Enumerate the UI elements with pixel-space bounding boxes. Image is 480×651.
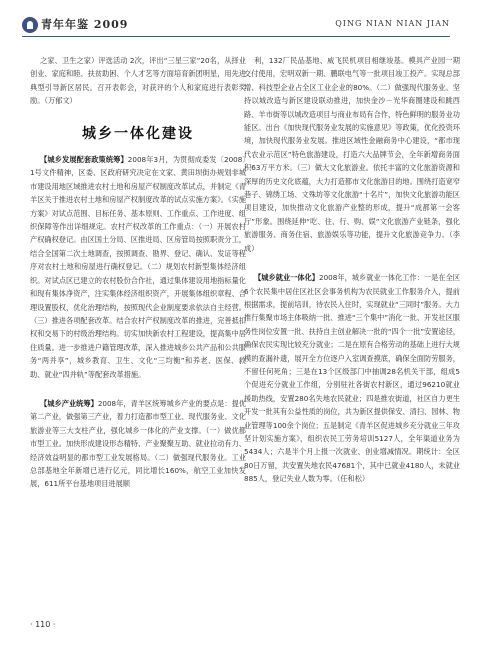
entry-heading: 【城乡就业一体化】 xyxy=(254,273,320,283)
paragraph: 利，132厂民品基地、威飞民机项目相继竣基。模具产业园一期交付使用，宏明双新一期、鹏联电气等一批项目竣工投产。实现总部增、科技型企业占全区工业企业的80%。（二）做强现代服务业。坚持以城改造与新区建设联动推进，加快金沙－光华商圈建设和跳西路、羊市街等以城改造项目与商业布局有合作，特色鲜明的服务业功能区。出台《加快现代服务业发展的实施意见》等政策，优化投资环境，加快现代服务业发展。推进区域性金融商务中心建设，“都市现代农业示范区”特色旅游建设，打造六大品牌节会，全年新增商务面积63万平方米。（三）做大文化旅游业。依托丰富的文化旅游资源和深厚的历史文化底蕴，大力打造都市文化旅游目的地。围绕打造宽窄巷子、锦绣工场、文殊坊等文化旅游“十名片”，加快文化旅游功能区项目建设，加快推动文化旅游产业整的形成，提升“成都第一会客厅”形象。围绕延伸“吃、住、行、购、娱”文化旅游产业链条，强化旅游服务、商务住宿、旅游娱乐等功能，提升文化旅游竞争力。（李成） xyxy=(244,56,460,253)
entry-text: 2008年，城乡就业一体化工作：一是在全区6个农民集中居住区社区会事务机构为农民就业工作服务介入，提前根据需求，提前培训，待农民入住时，实现就业“三同时”服务。大力推行集聚市场主体吸纳一批、推进“三个集中”消化一批、开发社区服务性岗位安置一批、扶持自主创业解决一批的“四个一批”安置途径，确保农民实现比较充分就业；二是在原有合格劳动的基础上进行大规模的查漏补遗，展开全方位逐户入室调查摸底，确保全面防劳服务，不留任何死角；三是在13个区级部门中抽调28名机关干部，组成5个促进充分就业工作组，分别驻社各街农村新区，通过96210就业援助热线，安置280名失地农民就业；四是推农街道，社区自力更生开发一批其有公益性质的岗位，共为新区提供保安、清扫、园林、物业管理等100余个岗位；五是制定《青羊区促进城乡充分就业三年攻坚计划实施方案》，组织农民工劳务培训5127人，全年渠道业务为5434人；六是半个月上报一次就业、创业增减情况。期统计：全区80日万留，共安置失地农民47681个，其中已就业4180人，未就业885人，登记失业人数为零。（任和松） xyxy=(244,273,460,484)
yearbook-logo xyxy=(22,16,128,33)
entry-heading: 【城乡发展配套政策统筹】 xyxy=(40,155,128,165)
paragraph xyxy=(30,153,246,381)
header-banner-text: QING NIAN NIAN JIAN xyxy=(335,19,450,28)
header-divider xyxy=(22,36,450,37)
paragraph xyxy=(30,397,246,491)
page-header xyxy=(0,14,480,40)
page-number: · 110 · xyxy=(30,620,56,629)
entry-text: 2008年3月，为贯彻成委发〔2008〕1号文件精神，区委、区政府研究决定在文家、黄田坝街办规划非城市建设用地区域推进农村土地和房屋产权制度改革试点，并制定《青羊区关于推进农村土地和房屋产权制度改革的试点实施方案》。《实施方案》对试点范围、目标任务、基本原则、工作重点、工作进度、组织保障等作出详细规定。农村产权改革的工作重点：（一）开展农村产权确权登记。由区国土分局、区推进局、区房管局按照职责分工，结合全国第二次土地调查，按照调查、勘界、登记、确认、发证等程序对农村土地和房屋进行确权登记。（二）规划农村新型集体经济组织。对试点区已建立的农村股份合作社，通过集体建设用地指标量化和现有集体净资产，注实集体经济组织资产，开展集体组织章程、合理设置股权，优化治理结构，按照现代企业制度要求依法自主经营。（三）推进各项配套改革。结合农村产权制度改革的推进，完善抵扣权和交易下的村级治理结构。切实加快新农村工程建设，提高集中居住质量。进一步推进户籍管理改革，深入推进城乡公共产品和公共服务“两并享”，城乡教育、卫生、文化“三均衡”和养老、医保、救助、就业“四并轨”等配套改革措施。 xyxy=(30,155,246,379)
right-column xyxy=(244,54,460,486)
spacer xyxy=(30,381,246,397)
section-title: 城乡一体化建设 xyxy=(82,125,194,142)
spacer xyxy=(244,255,460,271)
paragraph xyxy=(244,271,460,486)
logo-text: 青年年鉴 2009 xyxy=(41,18,129,31)
logo-emblem-icon xyxy=(22,17,38,33)
left-column xyxy=(30,54,246,491)
entry-text: 2008年，青羊区统筹城乡产业的要点是：提优第二产业，做强第三产业，着力打造都市型工业、现代服务业、文化旅游业等三大支柱产业，强化城乡一体化的产业支撑。（一）做优都市型工业。加快形成建设形态精特、产业聚聚互助、就业拉动有力、经济效益明显的都市型工业发展格局。（二）做强现代服务业。工业总部基地全年新增已进行亿元，同比增长160%，航空工业加快发展，611所平台基地项目进展顺 xyxy=(30,398,246,489)
spacer xyxy=(30,108,246,124)
paragraph: 之家、卫生之家）评选活动 2次，评出“三星三家”20名，从择业创业、家庭和睦、扶贫助困、个人才艺等方面培育新团明星，用先进典型引导新区居民。召开表彰会，对获评的个人和家庭进行表彰奖励。（万郁文） xyxy=(30,56,246,106)
entry-heading: 【城乡产业统筹】 xyxy=(40,398,98,408)
